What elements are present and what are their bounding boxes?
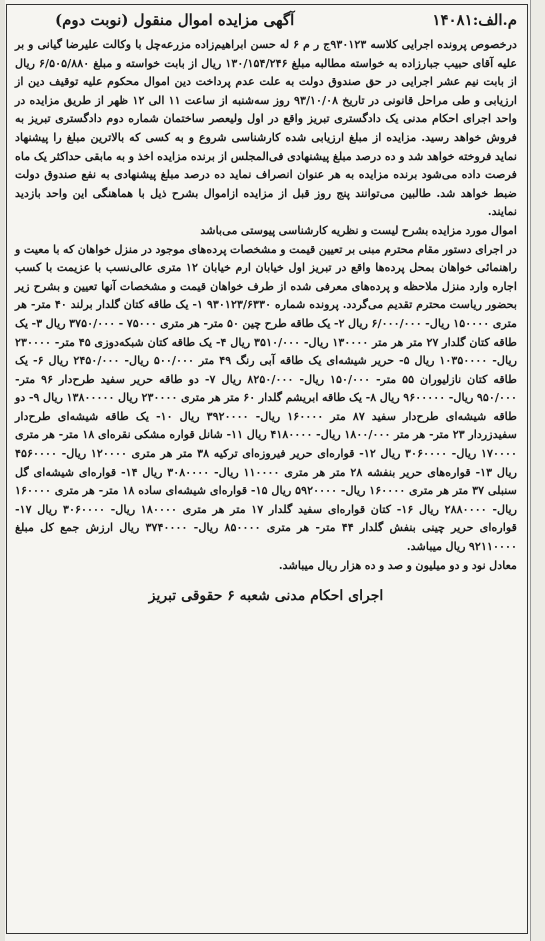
ad-title: آگهی مزایده اموال منقول (نوبت دوم) [55, 11, 295, 29]
auction-notice [6, 4, 528, 934]
notice-intro-paragraph: درخصوص پرونده اجرایی کلاسه ۹۳۰۱۲۳ج ر م ۶ له حسن ابراهیم‌زاده مزرعه‌چل با وکالت علیرضا گیانی و بر علیه آقای حبیب جبارزاده به خواسته مطالبه مبلغ ۱۳۰/۱۵۴/۲۴۶ ریال از بابت خواسته و مبلغ ۶/۵۰۵/۸۸۰ ریال از بابت نیم عشر اجرایی در حق صندوق دولت به علت عدم پرداخت دین اموال محکوم علیه توقیف دین از ارزیابی و طی مراحل قانونی در تاریخ ۹۳/۱۰/۰۸ روز سه‌شنبه از ساعت ۱۱ الی ۱۲ ظهر از طریق مزایده در واحد اجرای احکام مدنی یک دادگستری تبریز واقع در اول ولیعصر ساختمان شماره دوم دادگستری تبریز به فروش خواهد رسید. مزایده از مبلغ ارزیابی شده کارشناسی شروع و به کسی که بالاترین مبلغ را پیشنهاد نماید فروخته خواهد شد و ده درصد مبلغ پیشنهادی فی‌المجلس از برنده مزایده اخذ و به مابقی حداکثر یک ماه فرصت داده می‌شود برنده مزایده به هر عنوان انصراف نماید ده درصد مبلغ پیشنهادی به نفع صندوق دولت ضبط خواهد شد. طالبین می‌توانند پنج روز قبل از مزایده ازاموال بشرح ذیل با هماهنگی این واحد بازدید نمایند. [15, 37, 517, 219]
notice-signature: اجرای احکام مدنی شعبه ۶ حقوقی تبریز [148, 588, 384, 605]
notice-header [15, 11, 517, 29]
notice-total-words: معادل نود و دو میلیون و صد و ده هزار ریال میباشد. [278, 557, 517, 572]
notice-items-list: در اجرای دستور مقام محترم مبنی بر تعیین قیمت و مشخصات پرده‌های موجود در منزل خواهان که با معیت و راهنمائی خواهان بمحل پرده‌ها واقع در تبریز اول خیابان ارم خیابان ۱۲ متری عالی‌نسب با عزیمت با کسب اجاره وارد منزل ملاحظه و پرده‌های معرفی شده از طرف خواهان قیمت و مشخصات آنها تعیین و بشرح زیر بحضور ریاست محترم تقدیم می‌گردد. پرونده شماره ۹۳۰۱۲۳/۶۳۳۰ ۱- یک طاقه کتان گلدار برلند ۴۰ متر- هر متری ۱۵۰۰۰۰ ریال- ۶/۰۰۰/۰۰۰ ریال ۲- یک طاقه طرح چین ۵۰ متر- هر متری ۷۵۰۰۰ - ۳۷۵۰/۰۰۰ ریال ۳- یک طاقه کتان گلدار ۲۷ متر هر متر ۱۳۰۰۰۰ ریال- ۳۵۱۰/۰۰۰ ریال ۴- یک طاقه کتان شبکه‌دوزی ۴۵ متر- ۲۳۰۰۰۰ ریال- ۱۰۳۵۰۰۰۰ ریال ۵- حریر شیشه‌ای یک طاقه آبی رنگ ۴۹ متر ۵۰۰/۰۰۰ ریال- ۲۴۵۰/۰۰۰ ریال ۶- یک طاقه کتان نازلیوران ۵۵ متر- ۱۵۰/۰۰۰ ریال- ۸۲۵۰/۰۰۰ ریال ۷- دو طاقه حریر سفید طرح‌دار ۹۶ متر- ۹۵۰/۰۰۰ ریال- ۹۶۰۰۰۰۰ ریال ۸- یک طاقه ابریشم گلدار ۶۰ متر هر متری ۲۳۰۰۰۰ ریال ۱۳۸۰۰۰۰۰ ریال ۹- دو طاقه شیشه‌ای طرح‌دار سفید ۸۷ متر ۱۶۰۰۰۰ ریال- ۳۹۲۰۰۰۰ ریال ۱۰- یک طاقه شیشه‌ای طرح‌دار سفیدزردار ۲۳ متر- هر متر ۱۸۰۰/۰۰۰ ریال- ۴۱۸۰۰۰۰ ریال ۱۱- شانل قواره مشکی نقره‌ای ۱۸ متر- هر متری ۱۷۰۰۰۰ ریال- ۳۰۶۰۰۰۰ ریال ۱۲- قواره‌ای حریر فیروزه‌ای ترکیه ۳۸ متر هر متری ۱۲۰۰۰۰ ریال- ۴۵۶۰۰۰۰ ریال ۱۳- قواره‌های حریر بنفشه ۲۸ متر هر متری ۱۱۰۰۰۰ ریال- ۳۰۸۰۰۰۰ ریال ۱۴- قواره‌ای شیشه‌ای گل سنبلی ۳۷ متر هر متری ۱۶۰۰۰۰ ریال- ۵۹۲۰۰۰۰ ریال ۱۵- قواره‌ای شیشه‌ای ساده ۱۸ متر- هر متری ۱۶۰۰۰۰ ریال- ۲۸۸۰۰۰۰ ریال ۱۶- کتان قواره‌ای سفید گلدار ۱۷ متر هر متری ۱۸۰۰۰۰ ریال- ۳۰۶۰۰۰۰ ریال ۱۷- قواره‌ای حریر چینی بنفش گلدار ۴۴ متر- هر متری ۸۵۰۰۰۰ ریال- ۳۷۴۰۰۰۰ ریال ارزش جمع کل مبلغ ۹۲۱۱۰۰۰۰ ریال میباشد. [15, 241, 518, 554]
ad-number: م.الف:۱۴۰۸۱ [432, 11, 517, 29]
notice-property-note: اموال مورد مزایده بشرح لیست و نظریه کارشناسی پیوستی می‌باشد [200, 222, 517, 237]
left-page-edge [0, 0, 5, 941]
right-page-edge [530, 0, 545, 941]
